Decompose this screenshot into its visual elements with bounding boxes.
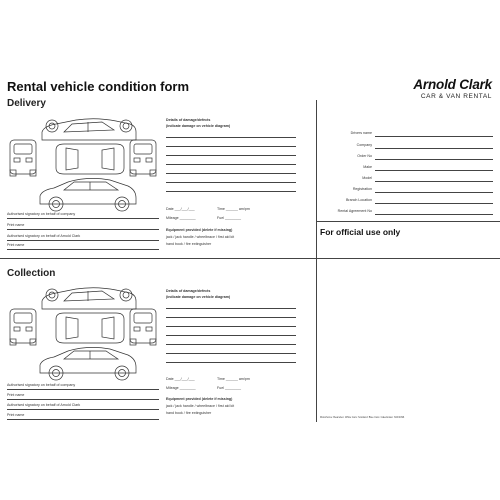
collection-sig-ac-line[interactable] — [7, 409, 159, 410]
delivery-damage-line-3[interactable] — [166, 155, 296, 156]
collection-equipment-list-1[interactable]: jack / jack handle / wheelbrace / first aid kit — [166, 404, 235, 408]
car-top-view-icon — [56, 313, 124, 343]
car-rear-view-icon — [130, 309, 156, 345]
collection-damage-line-5[interactable] — [166, 344, 296, 345]
collection-vehicle-diagram[interactable] — [6, 281, 166, 386]
collection-mileage-field[interactable]: Mileage ________ — [166, 386, 196, 390]
official-field-rental-agreement-no[interactable] — [375, 214, 493, 215]
delivery-mileage-field[interactable]: Mileage ________ — [166, 216, 196, 220]
delivery-damage-line-1[interactable] — [166, 137, 296, 138]
car-side-view-top-icon — [42, 288, 136, 309]
official-field-label-rental-agreement-no: Rental Agreement No — [337, 209, 372, 213]
delivery-damage-line-5[interactable] — [166, 173, 296, 174]
delivery-sig-ac-label: Authorised signatory on behalf of Arnold Clark — [7, 234, 81, 238]
brand-tagline: CAR & VAN RENTAL — [420, 93, 492, 100]
car-side-view-top-icon — [42, 119, 136, 140]
delivery-equipment-title: Equipment provided (delete if missing) — [166, 228, 233, 232]
delivery-print-name-2-label: Print name — [7, 243, 25, 247]
official-field-make[interactable] — [375, 170, 493, 171]
collection-print-name-2-label: Print name — [7, 413, 25, 417]
collection-equipment-list-2[interactable]: hand book / fire extinguisher — [166, 411, 212, 415]
collection-print-name-1-line[interactable] — [7, 399, 159, 400]
collection-sig-company-label: Authorised signatory on behalf of company — [7, 383, 76, 387]
collection-damage-line-1[interactable] — [166, 308, 296, 309]
official-field-registration[interactable] — [375, 192, 493, 193]
delivery-print-name-1-label: Print name — [7, 223, 25, 227]
official-use-divider — [316, 221, 500, 222]
delivery-damage-line-6[interactable] — [166, 182, 296, 183]
delivery-damage-line-7[interactable] — [166, 191, 296, 192]
delivery-print-name-2-line[interactable] — [7, 249, 159, 250]
delivery-sig-company-label: Authorised signatory on behalf of company — [7, 212, 76, 216]
official-field-branch-location[interactable] — [375, 203, 493, 204]
collection-heading: Collection — [7, 268, 56, 279]
collection-damage-line-4[interactable] — [166, 335, 296, 336]
official-field-model[interactable] — [375, 181, 493, 182]
collection-sig-company-line[interactable] — [7, 389, 159, 390]
delivery-date-field[interactable]: Date ___/___/___ — [166, 207, 195, 211]
collection-equipment-title: Equipment provided (delete if missing) — [166, 397, 233, 401]
collection-damage-subtitle: (indicate damage on vehicle diagram) — [166, 295, 231, 299]
column-divider — [316, 100, 317, 422]
official-footer: Motorhome: Bearsden: White Cars: Scotland: Blue Cars: Caledonian: NCF4096 — [320, 416, 405, 419]
collection-print-name-1-label: Print name — [7, 393, 25, 397]
delivery-fuel-field[interactable]: Fuel ________ — [217, 216, 241, 220]
official-field-label-branch-location: Branch Location — [346, 198, 372, 202]
official-field-label-company: Company — [356, 143, 372, 147]
collection-damage-line-3[interactable] — [166, 326, 296, 327]
collection-damage-line-2[interactable] — [166, 317, 296, 318]
delivery-sig-company-line[interactable] — [7, 218, 159, 219]
collection-sig-ac-label: Authorised signatory on behalf of Arnold Clark — [7, 403, 81, 407]
official-field-order-no[interactable] — [375, 159, 493, 160]
collection-fuel-field[interactable]: Fuel ________ — [217, 386, 241, 390]
delivery-heading: Delivery — [7, 98, 46, 109]
delivery-damage-line-2[interactable] — [166, 146, 296, 147]
collection-damage-line-7[interactable] — [166, 362, 296, 363]
delivery-damage-subtitle: (indicate damage on vehicle diagram) — [166, 124, 231, 128]
car-front-view-icon — [10, 309, 36, 345]
official-field-company[interactable] — [375, 148, 493, 149]
collection-damage-line-6[interactable] — [166, 353, 296, 354]
car-side-view-bottom-icon — [40, 178, 136, 211]
delivery-sig-ac-line[interactable] — [7, 240, 159, 241]
collection-date-field[interactable]: Date ___/___/___ — [166, 377, 195, 381]
brand-name: Arnold Clark — [413, 77, 492, 92]
collection-time-field[interactable]: Time ______ am/pm — [217, 377, 250, 381]
collection-print-name-2-line[interactable] — [7, 419, 159, 420]
page-title: Rental vehicle condition form — [7, 79, 190, 94]
car-rear-view-icon — [130, 140, 156, 176]
delivery-damage-title: Details of damage/defects — [166, 118, 211, 122]
collection-damage-title: Details of damage/defects — [166, 289, 211, 293]
official-field-label-registration: Registration — [352, 187, 372, 191]
car-front-view-icon — [10, 140, 36, 176]
delivery-damage-line-4[interactable] — [166, 164, 296, 165]
brand-logo — [374, 77, 492, 100]
delivery-time-field[interactable]: Time ______ am/pm — [217, 207, 250, 211]
section-divider — [0, 258, 500, 259]
car-top-view-icon — [56, 144, 124, 174]
car-side-view-bottom-icon — [40, 347, 136, 380]
delivery-vehicle-diagram[interactable] — [6, 112, 166, 217]
official-field-drivers-name[interactable] — [375, 136, 493, 137]
delivery-print-name-1-line[interactable] — [7, 229, 159, 230]
official-use-heading: For official use only — [320, 227, 401, 237]
delivery-equipment-list-2[interactable]: hand book / fire extinguisher — [166, 242, 212, 246]
delivery-equipment-list-1[interactable]: jack / jack handle / wheelbrace / first aid kit — [166, 235, 235, 239]
official-field-label-make: Make — [363, 165, 372, 169]
official-field-label-order-no: Order No — [357, 154, 372, 158]
official-field-label-drivers-name: Drivers name — [350, 131, 372, 135]
official-field-label-model: Model — [362, 176, 372, 180]
